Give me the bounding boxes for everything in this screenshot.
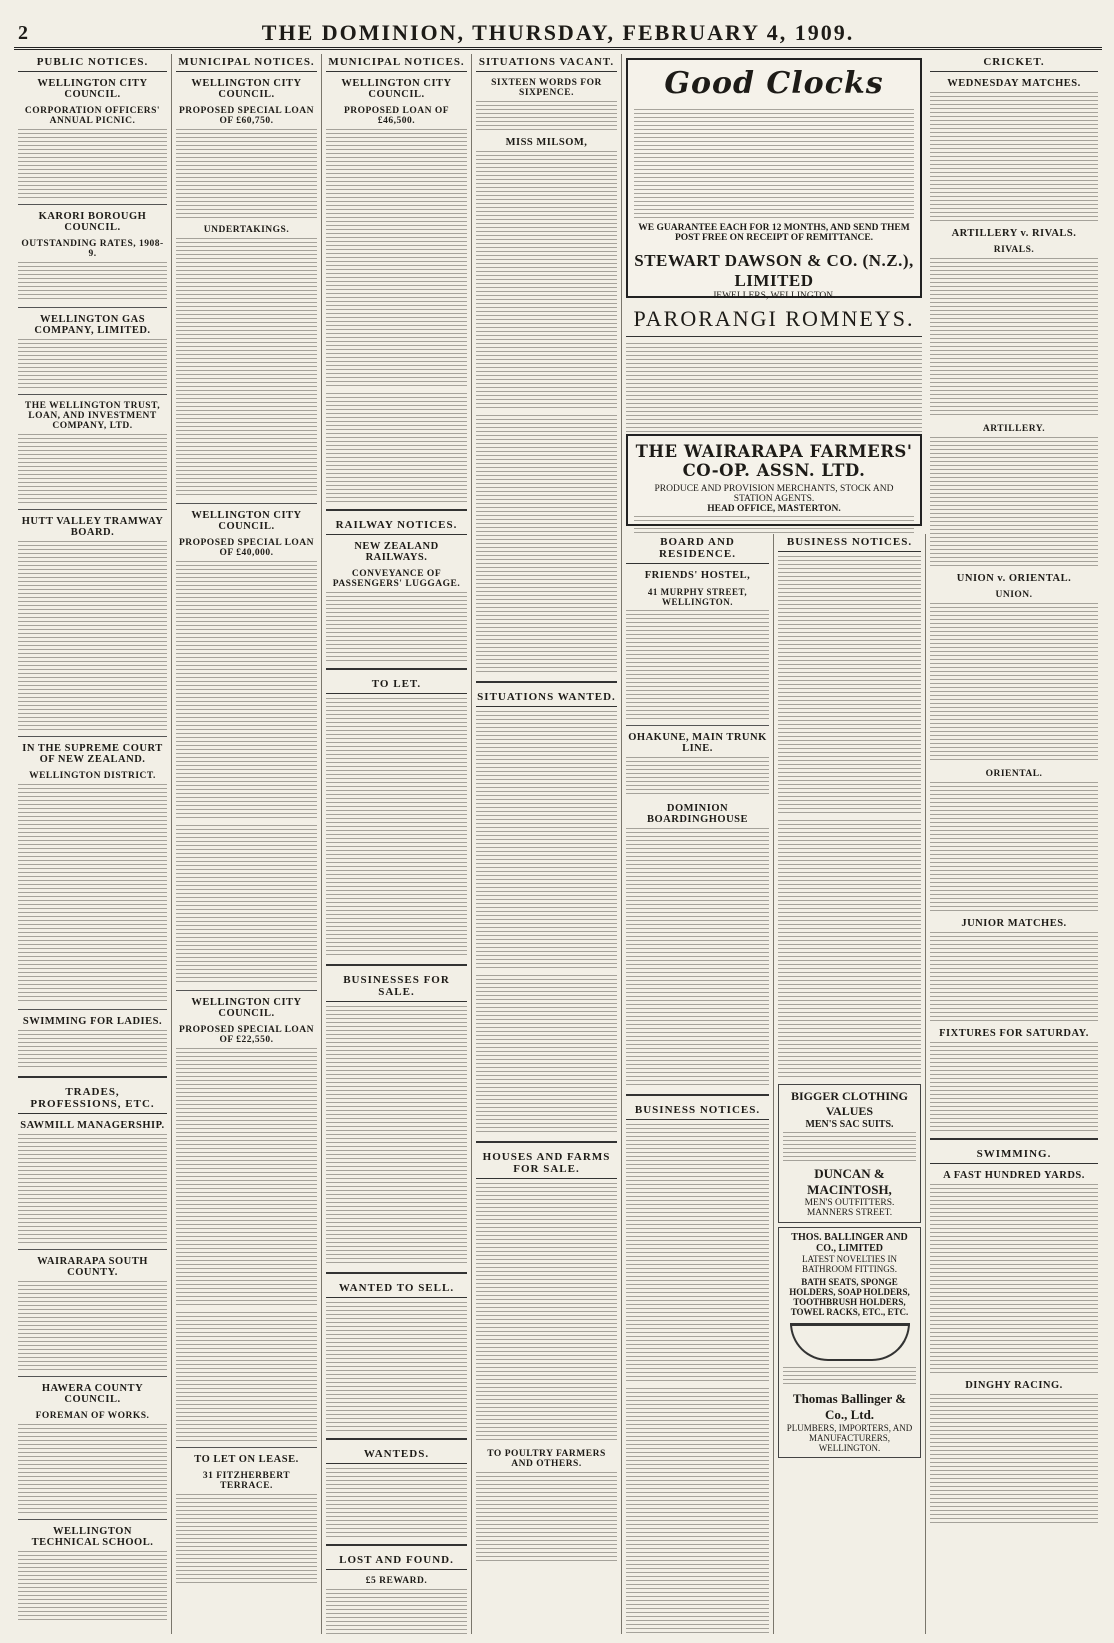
body-text	[626, 1388, 769, 1634]
scorecard	[930, 603, 1098, 763]
notice-heading: WELLINGTON CITY COUNCIL.	[191, 510, 302, 532]
notice-subheading: 31 FITZHERBERT TERRACE.	[202, 1471, 291, 1491]
body-text	[176, 1048, 317, 1308]
rates-notice: SIXTEEN WORDS FOR SIXPENCE.	[491, 78, 602, 98]
advert-headline: BIGGER CLOTHING VALUES	[790, 1089, 909, 1118]
advert-items: BATH SEATS, SPONGE HOLDERS, SOAP HOLDERS, TOOTHBRUSH HOLDERS, TOWEL RACKS, ETC., ETC.	[789, 1277, 910, 1317]
advert-subline: MEN'S SAC SUITS.	[805, 1119, 894, 1130]
section-heading: BUSINESS NOTICES.	[778, 534, 921, 552]
page-number: 2	[18, 22, 28, 44]
body-text	[326, 698, 467, 958]
notice-heading: WAIRARAPA SOUTH COUNTY.	[37, 1256, 148, 1278]
body-text	[18, 1281, 167, 1371]
notice-subheading: OUTSTANDING RATES, 1908-9.	[21, 239, 164, 259]
ballinger-advert	[778, 1227, 921, 1458]
body-text	[18, 1551, 167, 1621]
body-text	[930, 1394, 1098, 1524]
notice-heading: TO LET ON LEASE.	[194, 1454, 299, 1465]
notice-heading: JUNIOR MATCHES.	[961, 918, 1067, 929]
body-text	[326, 129, 467, 389]
advert-firm: Thomas Ballinger & Co., Ltd.	[792, 1391, 907, 1422]
body-text	[176, 1312, 317, 1442]
advert-subline: PRODUCE AND PROVISION MERCHANTS, STOCK AND STATION AGENTS.	[654, 484, 894, 504]
body-text	[18, 434, 167, 504]
column-heading: MUNICIPAL NOTICES.	[326, 54, 467, 72]
notice-heading: FRIENDS' HOSTEL,	[644, 570, 751, 581]
notice-heading: SWIMMING FOR LADIES.	[22, 1016, 163, 1027]
notice-heading: KARORI BOROUGH COUNCIL.	[38, 211, 147, 233]
body-text	[626, 610, 769, 720]
body-text	[326, 592, 467, 662]
body-text	[176, 1494, 317, 1584]
body-text	[778, 820, 921, 1080]
notice-heading: OHAKUNE, MAIN TRUNK LINE.	[628, 732, 767, 754]
section-heading: BUSINESS NOTICES.	[626, 1102, 769, 1120]
notice-heading: NEW ZEALAND RAILWAYS.	[354, 541, 439, 563]
advert-subline: LATEST NOVELTIES IN BATHROOM FITTINGS.	[801, 1254, 897, 1274]
body-text	[930, 1184, 1098, 1374]
body-text	[930, 932, 1098, 1022]
body-text	[476, 1472, 617, 1562]
body-text	[930, 1042, 1098, 1132]
body-text	[783, 1367, 916, 1387]
body-text	[18, 262, 167, 302]
notice-heading: TO POULTRY FARMERS AND OTHERS.	[487, 1449, 606, 1469]
body-text	[778, 556, 921, 816]
body-text	[18, 541, 167, 731]
notice-heading: WELLINGTON GAS COMPANY, LIMITED.	[34, 314, 151, 336]
column-heading: MUNICIPAL NOTICES.	[176, 54, 317, 72]
advert-firm: DUNCAN & MACINTOSH,	[807, 1166, 892, 1197]
notice-heading: SAWMILL MANAGERSHIP.	[20, 1120, 165, 1131]
body-text	[176, 129, 317, 219]
column-municipal-notices-1	[172, 54, 322, 1634]
column-board-residence	[622, 534, 774, 1634]
column-cricket	[926, 54, 1102, 1634]
body-text	[634, 109, 914, 219]
column-business-notices	[774, 534, 926, 1634]
clothing-advert	[778, 1084, 921, 1223]
section-heading: BOARD AND RESIDENCE.	[626, 534, 769, 564]
body-text	[626, 757, 769, 797]
body-text	[326, 393, 467, 503]
body-text	[930, 92, 1098, 222]
advert-guarantee: WE GUARANTEE EACH FOR 12 MONTHS, AND SEND THEM POST FREE ON RECEIPT OF REMITTANCE.	[638, 223, 910, 243]
notice-subheading: PROPOSED LOAN OF £46,500.	[343, 106, 450, 126]
column-situations-vacant	[472, 54, 622, 1634]
body-text	[18, 1424, 167, 1514]
advert-office: HEAD OFFICE, MASTERTON.	[707, 504, 841, 514]
section-heading: HOUSES AND FARMS FOR SALE.	[476, 1149, 617, 1179]
wairarapa-farmers-advert	[626, 434, 922, 526]
notice-subheading: CONVEYANCE OF PASSENGERS' LUGGAGE.	[332, 569, 461, 589]
body-text	[326, 1006, 467, 1266]
notice-heading: MISS MILSOM,	[505, 137, 588, 148]
notice-subheading: 41 MURPHY STREET, WELLINGTON.	[647, 587, 748, 607]
body-text	[476, 415, 617, 675]
notice-heading: ARTILLERY v. RIVALS.	[951, 228, 1077, 239]
section-heading: LOST AND FOUND.	[326, 1552, 467, 1570]
bath-illustration	[790, 1323, 910, 1361]
notice-heading: UNION v. ORIENTAL.	[956, 573, 1072, 584]
body-text	[176, 238, 317, 498]
notice-heading: THE WELLINGTON TRUST, LOAN, AND INVESTMENT COMPANY, LTD.	[24, 401, 161, 431]
body-text	[626, 1124, 769, 1384]
column-heading: PUBLIC NOTICES.	[18, 54, 167, 72]
scorecard	[930, 437, 1098, 567]
notice-heading: WELLINGTON CITY COUNCIL.	[191, 997, 302, 1019]
section-heading: RAILWAY NOTICES.	[326, 517, 467, 535]
section-heading: BUSINESSES FOR SALE.	[326, 972, 467, 1002]
advert-headline: Good Clocks	[664, 66, 884, 101]
body-text	[18, 129, 167, 199]
column-public-notices	[14, 54, 172, 1634]
advert-firm: STEWART DAWSON & CO. (N.Z.), LIMITED	[634, 251, 914, 290]
body-text	[18, 1134, 167, 1244]
notice-subheading: FOREMAN OF WORKS.	[35, 1411, 150, 1421]
team-heading: ARTILLERY.	[982, 424, 1046, 434]
body-text	[634, 516, 914, 536]
notice-heading: WEDNESDAY MATCHES.	[947, 78, 1081, 89]
advert-headline: THE WAIRARAPA FARMERS' CO-OP. ASSN. LTD.	[635, 442, 913, 480]
advert-firm-top: THOS. BALLINGER AND CO., LIMITED	[791, 1232, 908, 1254]
notice-heading: IN THE SUPREME COURT OF NEW ZEALAND.	[22, 743, 163, 765]
newspaper-title: THE DOMINION, THURSDAY, FEBRUARY 4, 1909.	[261, 20, 855, 45]
notice-heading: WELLINGTON TECHNICAL SCHOOL.	[31, 1526, 154, 1548]
body-text	[783, 1132, 916, 1162]
notice-subheading: PROPOSED SPECIAL LOAN OF £40,000.	[178, 538, 315, 558]
notice-heading: DINGHY RACING.	[965, 1380, 1063, 1391]
body-text	[18, 1030, 167, 1070]
section-heading: TRADES, PROFESSIONS, ETC.	[18, 1084, 167, 1114]
team-heading: UNION.	[995, 590, 1033, 600]
section-heading: SITUATIONS WANTED.	[476, 689, 617, 707]
body-text	[176, 561, 317, 821]
body-text	[176, 825, 317, 985]
team-heading: RIVALS.	[993, 245, 1035, 255]
body-text	[626, 343, 922, 433]
notice-heading: HUTT VALLEY TRAMWAY BOARD.	[21, 516, 164, 538]
team-heading: ORIENTAL.	[985, 769, 1043, 779]
romneys-advert	[626, 306, 922, 426]
notice-subheading: £5 REWARD.	[365, 1576, 428, 1586]
body-text	[476, 151, 617, 411]
advert-headline: PARORANGI ROMNEYS.	[626, 306, 922, 337]
advert-address: WELLINGTON.	[818, 1443, 881, 1453]
columns	[14, 54, 1102, 1634]
section-heading: WANTEDS.	[326, 1446, 467, 1464]
scorecard	[930, 258, 1098, 418]
notice-heading: FIXTURES FOR SATURDAY.	[939, 1028, 1089, 1039]
notice-heading: DOMINION BOARDINGHOUSE	[646, 803, 748, 825]
body-text	[476, 975, 617, 1135]
notice-heading: HAWERA COUNTY COUNCIL.	[41, 1383, 144, 1405]
notice-heading: WELLINGTON CITY COUNCIL.	[191, 78, 302, 100]
body-text	[626, 828, 769, 1088]
body-text	[476, 711, 617, 971]
body-text	[476, 1183, 617, 1443]
advert-trade: PLUMBERS, IMPORTERS, AND MANUFACTURERS,	[786, 1423, 913, 1443]
notice-heading: WELLINGTON CITY COUNCIL.	[341, 78, 452, 100]
notice-subheading: UNDERTAKINGS.	[203, 225, 290, 235]
notice-subheading: PROPOSED SPECIAL LOAN OF £22,550.	[178, 1025, 315, 1045]
section-heading: SWIMMING.	[930, 1146, 1098, 1164]
notice-subheading: PROPOSED SPECIAL LOAN OF £60,750.	[178, 106, 315, 126]
notice-heading: A FAST HUNDRED YARDS.	[943, 1170, 1085, 1181]
body-text	[476, 101, 617, 131]
body-text	[326, 1468, 467, 1538]
body-text	[18, 339, 167, 389]
section-heading: WANTED TO SELL.	[326, 1280, 467, 1298]
body-text	[326, 1589, 467, 1634]
clocks-advert	[626, 58, 922, 301]
body-text	[18, 784, 167, 1004]
notice-subheading: WELLINGTON DISTRICT.	[29, 771, 156, 781]
scorecard	[930, 782, 1098, 912]
advert-address: MANNERS STREET.	[806, 1208, 893, 1218]
advert-firm-sub: JEWELLERS, WELLINGTON.	[712, 291, 836, 301]
column-heading: CRICKET.	[930, 54, 1098, 72]
notice-heading: WELLINGTON CITY COUNCIL.	[37, 78, 148, 100]
masthead	[14, 10, 1102, 50]
advert-firm-sub: MEN'S OUTFITTERS.	[804, 1198, 895, 1208]
notice-subheading: CORPORATION OFFICERS' ANNUAL PICNIC.	[24, 106, 161, 126]
column-municipal-notices-2	[322, 54, 472, 1634]
newspaper-page	[14, 10, 1102, 1635]
column-heading: SITUATIONS VACANT.	[476, 54, 617, 72]
body-text	[326, 1302, 467, 1432]
section-heading: TO LET.	[326, 676, 467, 694]
